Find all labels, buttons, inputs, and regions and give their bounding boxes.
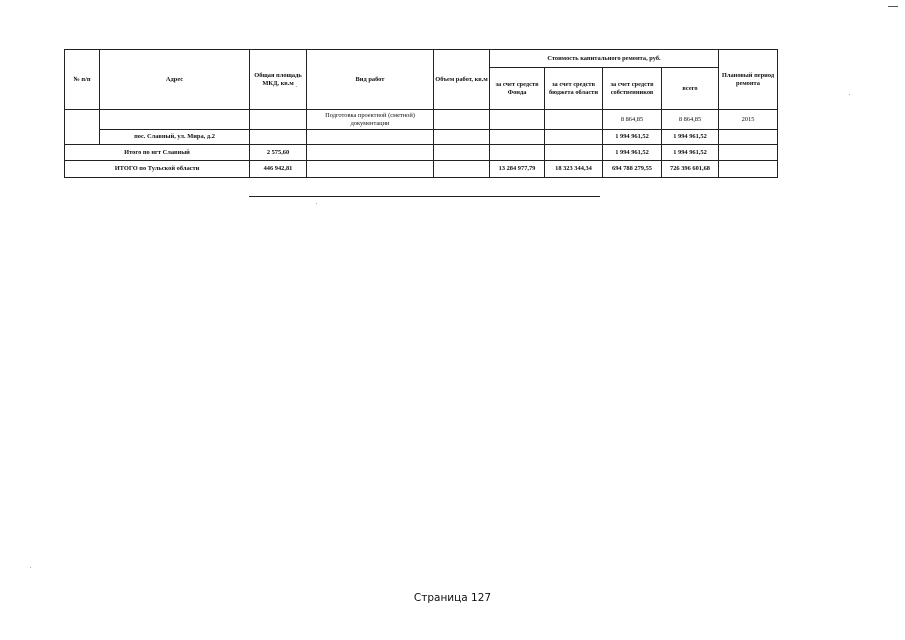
cell-fund: [490, 110, 545, 130]
header-volume: Объем работ, кв.м: [434, 50, 490, 110]
cell-region-budget: [545, 145, 603, 161]
cell-address: [100, 110, 250, 130]
cell-period: [719, 161, 778, 178]
subtotal-owners: 1 994 961,52: [603, 145, 662, 161]
cell-address: пос. Славный, ул. Мира, д.2: [100, 130, 250, 145]
scan-speck: [316, 203, 317, 204]
scan-speck: [296, 86, 297, 87]
header-total: всего: [662, 68, 719, 110]
header-owners: за счет средств собственников: [603, 68, 662, 110]
header-cost-group: Стоимость капитального ремонта, руб.: [490, 50, 719, 68]
cell-period: [719, 145, 778, 161]
header-num: № п/п: [65, 50, 100, 110]
subtotal-total: 1 994 961,52: [662, 145, 719, 161]
grand-total-total: 726 396 601,68: [662, 161, 719, 178]
cell-fund: [490, 145, 545, 161]
grand-total-region-budget: 18 323 344,34: [545, 161, 603, 178]
separator-line: [249, 196, 600, 197]
table-row: [65, 130, 778, 145]
header-row-1: [65, 50, 778, 68]
capital-repair-table: [64, 49, 778, 178]
cell-total: 1 994 961,52: [662, 130, 719, 145]
cell-owners: 8 864,85: [603, 110, 662, 130]
grand-total-area: 446 942,81: [250, 161, 307, 178]
cell-work-type: Подготовка проектной (сметной) документации: [307, 110, 434, 130]
header-address: Адрес: [100, 50, 250, 110]
page-number: Страница 127: [413, 592, 492, 604]
cell-area: [250, 130, 307, 145]
header-fund: за счет средств Фонда: [490, 68, 545, 110]
header-region-budget: за счет средств бюджета области: [545, 68, 603, 110]
grand-total-label: ИТОГО по Тульской области: [65, 161, 250, 178]
cell-period: 2015: [719, 110, 778, 130]
cell-owners: 1 994 961,52: [603, 130, 662, 145]
header-area: Общая площадь МКД, кв.м: [250, 50, 307, 110]
grand-total-owners: 694 788 279,55: [603, 161, 662, 178]
cell-work-type: [307, 130, 434, 145]
cell-fund: [490, 130, 545, 145]
grand-total-fund: 13 284 977,79: [490, 161, 545, 178]
table-row: [65, 110, 778, 130]
cell-area: [250, 110, 307, 130]
cell-num: [65, 110, 100, 145]
cell-region-budget: [545, 110, 603, 130]
corner-mark: [888, 6, 898, 7]
scan-speck: [849, 94, 850, 95]
subtotal-label: Итого по нгт Славный: [65, 145, 250, 161]
cell-volume: [434, 110, 490, 130]
subtotal-row: [65, 145, 778, 161]
cell-volume: [434, 130, 490, 145]
header-period: Плановый период ремонта: [719, 50, 778, 110]
cell-volume: [434, 161, 490, 178]
cell-work-type: [307, 161, 434, 178]
cell-period: [719, 130, 778, 145]
cell-region-budget: [545, 130, 603, 145]
subtotal-area: 2 575,60: [250, 145, 307, 161]
header-work-type: Вид работ: [307, 50, 434, 110]
cell-volume: [434, 145, 490, 161]
grand-total-row: [65, 161, 778, 178]
cell-total: 8 864,85: [662, 110, 719, 130]
cell-work-type: [307, 145, 434, 161]
scan-speck: [30, 567, 31, 568]
